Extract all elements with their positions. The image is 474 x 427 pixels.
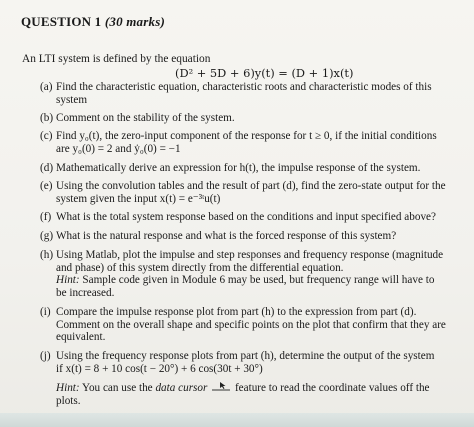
item-f-line1: What is the total system response based on the conditions and input specified above?: [56, 211, 436, 223]
item-i-label: (i): [40, 306, 51, 318]
item-a: [40, 81, 460, 106]
system-equation: (D² + 5D + 6)y(t) = (D + 1)x(t): [175, 66, 354, 80]
item-j-hint: [40, 381, 460, 395]
item-c-line2: are y₀(0) = 2 and ẏ₀(0) = −1: [56, 142, 181, 155]
item-e-line1: Using the convolution tables and the result of part (d), find the zero-state output for the: [56, 180, 446, 192]
item-j-label: (j): [40, 350, 51, 362]
item-a-line1: Find the characteristic equation, characteristic roots and characteristic modes of this: [56, 81, 432, 93]
item-h-line2: and phase) of this system directly from the differential equation.: [56, 261, 344, 274]
item-i-line2: Comment on the overall shape and specific points on the plot that confirm that they are: [56, 318, 446, 331]
item-a-line2: system: [56, 93, 88, 106]
item-g: [40, 230, 460, 243]
item-h-label: (h): [40, 249, 54, 261]
item-e-line2: system given the input x(t) = e⁻³ᵗu(t): [56, 192, 221, 205]
item-b-label: (b): [40, 112, 54, 124]
item-j: [40, 350, 460, 407]
item-i-line3: equivalent.: [56, 331, 106, 344]
item-h-line4: be increased.: [56, 286, 115, 299]
item-a-label: (a): [40, 81, 53, 93]
item-h-hint-label: Hint:: [56, 274, 80, 287]
bottom-edge-strip: [0, 413, 474, 427]
intro-text: An LTI system is defined by the equation: [22, 53, 211, 65]
item-e-label: (e): [40, 180, 53, 192]
item-j-line4: plots.: [56, 394, 81, 407]
item-h-line1: Using Matlab, plot the impulse and step responses and frequency response (magnitude: [56, 249, 444, 261]
item-b-line1: Comment on the stability of the system.: [56, 112, 235, 124]
item-e: [40, 180, 460, 205]
item-i-line1: Compare the impulse response plot from part (h) to the expression from part (d).: [56, 306, 417, 318]
item-c: [40, 130, 460, 155]
question-marks: (30 marks): [104, 14, 165, 29]
item-j-hint-em: data cursor: [155, 382, 208, 395]
item-d-line1: Mathematically derive an expression for h(t), the impulse response of the system.: [56, 162, 421, 174]
item-f: [40, 211, 460, 224]
item-j-hint-pre: You can use the: [79, 382, 156, 395]
item-h-hint-text: Sample code given in Module 6 may be used, but frequency range will have to: [79, 274, 435, 287]
question-heading: [21, 14, 165, 30]
item-g-line1: What is the natural response and what is the forced response of this system?: [56, 230, 397, 242]
item-g-label: (g): [40, 230, 54, 242]
item-h: [40, 249, 460, 299]
data-cursor-icon: [210, 381, 232, 392]
item-d: [40, 162, 460, 175]
item-j-hint-label: Hint:: [56, 382, 80, 395]
item-f-label: (f): [40, 211, 52, 223]
item-b: [40, 112, 460, 125]
item-c-line1: Find y₀(t), the zero-input component of the response for t ≥ 0, if the initial conditions: [56, 130, 437, 142]
item-d-label: (d): [40, 162, 54, 174]
item-c-label: (c): [40, 130, 53, 142]
item-j-hint-post: feature to read the coordinate values off the: [232, 382, 430, 395]
item-j-line1: Using the frequency response plots from part (h), determine the output of the system: [56, 350, 435, 362]
item-j-line2: if x(t) = 8 + 10 cos(t − 20°) + 6 cos(30t + 30°): [56, 362, 263, 375]
item-i: [40, 306, 460, 344]
question-title: QUESTION 1: [21, 14, 102, 29]
item-h-hint: [40, 274, 460, 287]
